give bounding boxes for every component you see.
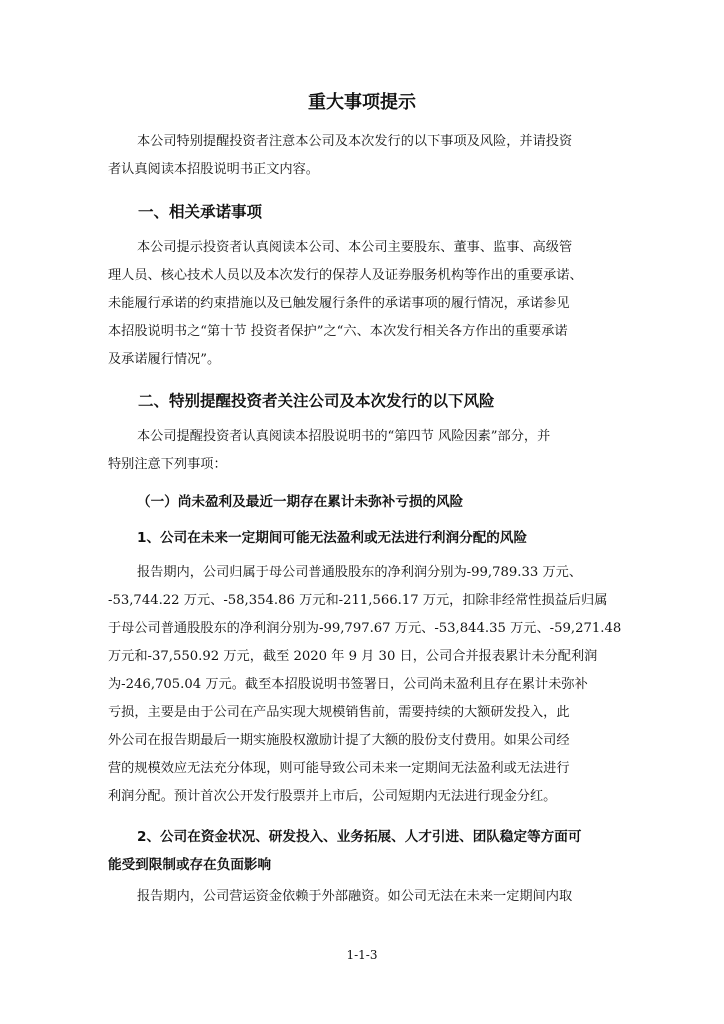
section1-heading: 一、相关承诺事项 — [138, 203, 263, 221]
page-number: 1-1-3 — [346, 948, 378, 962]
risk1-heading: 1、公司在未来一定期间可能无法盈利或无法进行利润分配的风险 — [137, 530, 528, 546]
risk1-line-3: 于母公司普通股股东的净利润分别为-99,797.67 万元、-53,844.35 万元、-59,271.48 — [108, 621, 622, 636]
risk1-line-9: 利润分配。预计首次公开发行股票并上市后，公司短期内无法进行现金分红。 — [108, 789, 557, 804]
section1-line-1: 本公司提示投资者认真阅读本公司、本公司主要股东、董事、监事、高级管 — [137, 240, 573, 255]
intro-line-2: 者认真阅读本招股说明书正文内容。 — [108, 162, 319, 177]
risk2-heading-line-2: 能受到限制或存在负面影响 — [108, 857, 272, 873]
risk1-line-4: 万元和-37,550.92 万元，截至 2020 年 9 月 30 日，公司合并报表累计未分配利润 — [108, 649, 598, 664]
risk1-line-7: 外公司在报告期最后一期实施股权激励计提了大额的股份支付费用。如果公司经 — [108, 733, 570, 748]
section2-line-1: 本公司提醒投资者认真阅读本招股说明书的“第四节 风险因素”部分，并 — [137, 429, 551, 444]
risk1-line-5: 为-246,705.04 万元。截至本招股说明书签署日，公司尚未盈利且存在累计未弥补 — [108, 677, 588, 692]
section1-line-5: 及承诺履行情况”。 — [108, 352, 221, 367]
section1-line-4: 本招股说明书之“第十节 投资者保护”之“六、本次发行相关各方作出的重要承诺 — [108, 324, 568, 339]
section1-line-3: 未能履行承诺的约束措施以及已触发履行条件的承诺事项的履行情况，承诺参见 — [108, 296, 570, 311]
risk1-line-1: 报告期内，公司归属于母公司普通股股东的净利润分别为-99,789.33 万元、 — [137, 565, 583, 580]
section2-line-2: 特别注意下列事项： — [108, 457, 227, 472]
risk2-heading-line-1: 2、公司在资金状况、研发投入、业务拓展、人才引进、团队稳定等方面可 — [137, 829, 582, 845]
risk2-line-1: 报告期内，公司营运资金依赖于外部融资。如公司无法在未来一定期间内取 — [137, 889, 573, 904]
section1-line-2: 理人员、核心技术人员以及本次发行的保荐人及证券服务机构等作出的重要承诺、 — [108, 268, 583, 283]
page-title: 重大事项提示 — [308, 92, 416, 113]
intro-line-1: 本公司特别提醒投资者注意本公司及本次发行的以下事项及风险，并请投资 — [137, 134, 573, 149]
subsection-heading: （一）尚未盈利及最近一期存在累计未弥补亏损的风险 — [137, 494, 464, 510]
risk1-line-8: 营的规模效应无法充分体现，则可能导致公司未来一定期间无法盈利或无法进行 — [108, 761, 570, 776]
section2-heading: 二、特别提醒投资者关注公司及本次发行的以下风险 — [138, 392, 495, 410]
risk1-line-2: -53,744.22 万元、-58,354.86 万元和-211,566.17 万元，扣除非经常性损益后归属 — [108, 593, 608, 608]
risk1-line-6: 亏损，主要是由于公司在产品实现大规模销售前，需要持续的大额研发投入，此 — [108, 705, 570, 720]
